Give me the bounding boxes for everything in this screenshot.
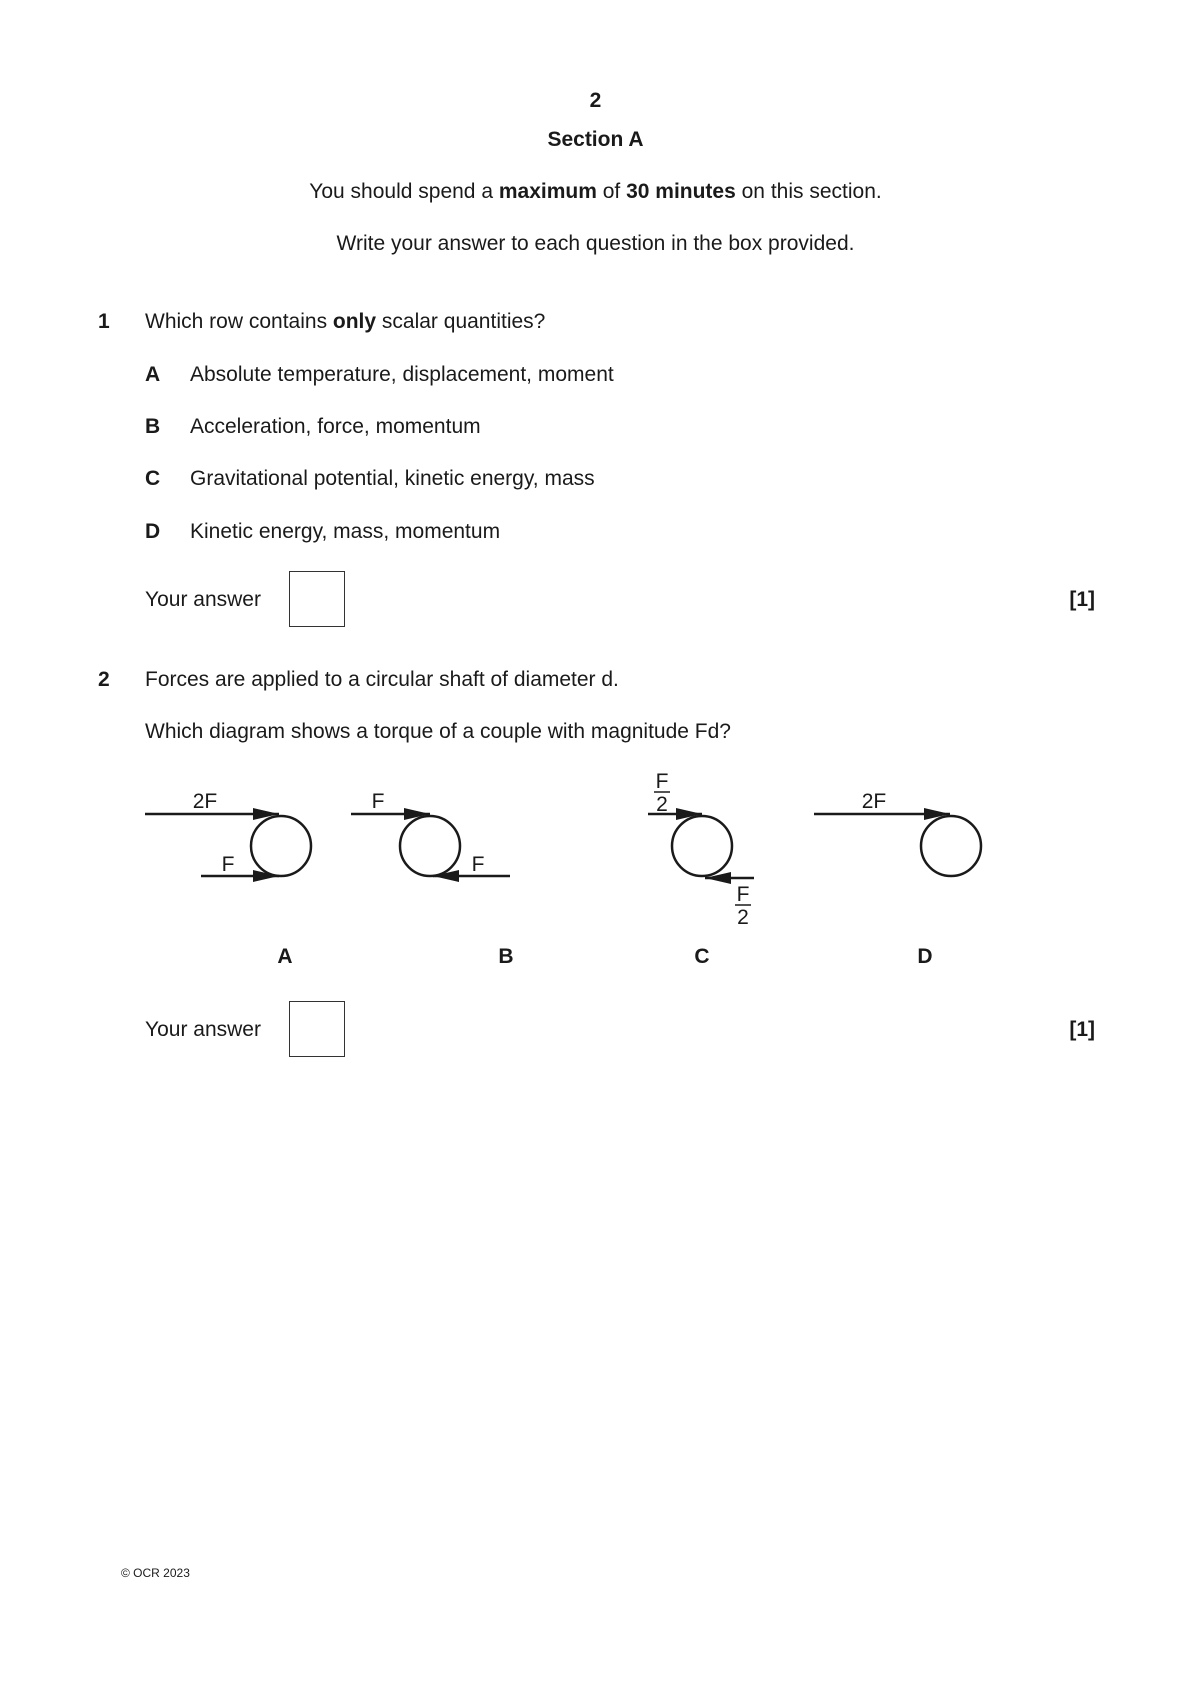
question-1-number: 1 [98,310,110,333]
diagram-c [648,770,754,929]
shaft-circle [672,816,732,876]
question-emphasis: only [332,310,377,333]
option-a-letter: A [145,363,161,386]
diagram-label-a: A [277,945,293,968]
marks-q2: [1] [1069,1018,1095,1041]
shaft-circle [400,816,460,876]
option-a-text: Absolute temperature, displacement, moment [190,363,614,386]
option-b-text: Acceleration, force, momentum [190,415,481,438]
shaft-circle [251,816,311,876]
diagram-a [145,790,311,882]
question-2-text-2: Which diagram shows a torque of a couple with magnitude Fd? [145,720,731,743]
option-c-letter: C [145,467,161,490]
diagram-b [351,790,510,882]
instruction-emphasis: 30 minutes [626,180,736,203]
question-text: scalar quantities? [376,310,546,333]
answer-label: Your answer [145,1018,261,1041]
force-fraction-denominator: 2 [737,906,749,929]
answer-label: Your answer [145,588,261,611]
instruction-text: You should spend a [309,180,499,203]
option-d-letter: D [145,520,161,543]
question-2-number: 2 [98,668,110,691]
answer-box-q2[interactable] [289,1001,345,1057]
force-label: F [371,790,385,813]
instruction-text: of [596,180,627,203]
force-label: F [221,853,235,876]
option-b-letter: B [145,415,161,438]
force-label: 2F [192,790,218,813]
answer-instruction: Write your answer to each question in the box provided. [336,232,855,255]
force-label: F [471,853,485,876]
force-fraction-numerator: F [655,770,669,793]
copyright-notice: © OCR 2023 [121,1566,190,1580]
question-text: Which row contains [145,310,333,333]
instruction-emphasis: maximum [498,180,597,203]
section-title: Section A [547,128,644,151]
arrow-head [705,872,731,884]
instruction-text: on this section. [735,180,882,203]
shaft-circle [921,816,981,876]
arrow-head [253,808,279,820]
force-fraction-denominator: 2 [656,793,668,816]
diagram-d [814,790,981,876]
force-label: 2F [861,790,887,813]
force-fraction-numerator: F [736,883,750,906]
question-2-text-1: Forces are applied to a circular shaft of diameter d. [145,668,619,691]
option-d-text: Kinetic energy, mass, momentum [190,520,501,543]
option-c-text: Gravitational potential, kinetic energy, mass [190,467,595,490]
page-number: 2 [589,89,602,112]
diagram-label-c: C [694,945,710,968]
diagram-label-d: D [917,945,933,968]
marks-q1: [1] [1069,588,1095,611]
diagram-label-b: B [498,945,514,968]
